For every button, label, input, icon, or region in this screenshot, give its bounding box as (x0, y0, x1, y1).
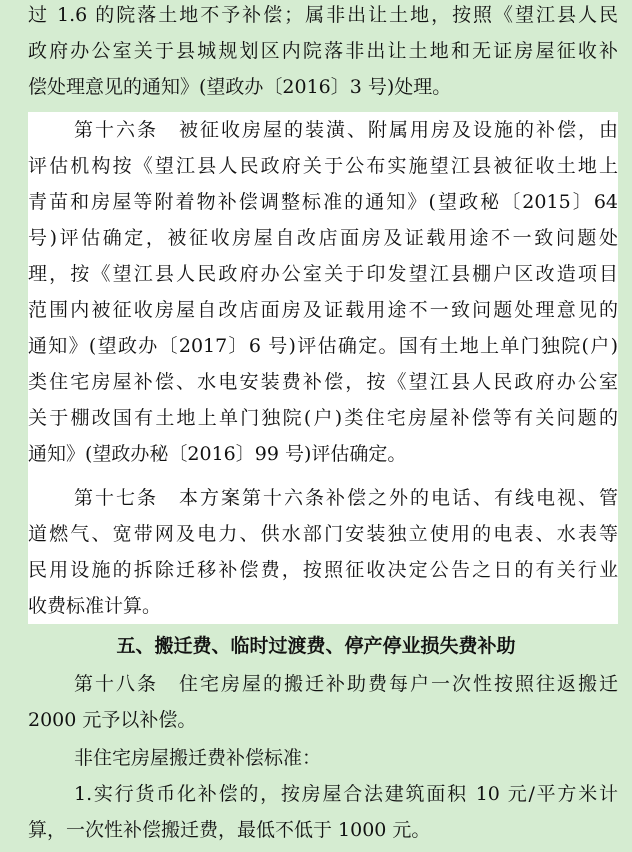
article-18-line: 第十八条 住宅房屋的搬迁补助费每户一次性按照往返搬迁 (74, 673, 618, 695)
article-17-line: 收费标准计算。 (28, 595, 162, 617)
article-16-line: 关于棚改国有土地上单门独院(户)类住宅房屋补偿等有关问题的 (28, 407, 618, 429)
nonresidential-line: 1.实行货币化补偿的，按房屋合法建筑面积 10 元/平方米计 (74, 783, 618, 805)
article-16-line: 通知》(望政办秘〔2016〕99 号)评估确定。 (28, 443, 407, 465)
nonresidential-line: 算，一次性补偿搬迁费，最低不低于 1000 元。 (28, 819, 431, 841)
article-17-line: 第十七条 本方案第十六条补偿之外的电话、有线电视、管 (74, 487, 618, 509)
article-16-line: 青苗和房屋等附着物补偿调整标准的通知》(望政秘〔2015〕64 (28, 191, 618, 213)
article-16-line: 理，按《望江县人民政府办公室关于印发望江县棚户区改造项目 (28, 263, 618, 285)
nonresidential-line: 非住宅房屋搬迁费补偿标准： (74, 747, 322, 769)
article-16-line: 范围内被征收房屋自改店面房及证载用途不一致问题处理意见的 (28, 299, 618, 321)
article-17-block (28, 480, 618, 624)
article-16-line: 通知》(望政办〔2017〕6 号)评估确定。国有土地上单门独院(户) (28, 335, 618, 357)
article-16-line: 类住宅房屋补偿、水电安装费补偿，按《望江县人民政府办公室 (28, 371, 618, 393)
section-heading: 五、搬迁费、临时过渡费、停产停业损失费补助 (116, 635, 516, 657)
text-line: 偿处理意见的通知》(望政办〔2016〕3 号)处理。 (28, 76, 452, 98)
article-16-line: 评估机构按《望江县人民政府关于公布实施望江县被征收土地上 (28, 155, 618, 177)
text-line: 过 1.6 的院落土地不予补偿；属非出让土地，按照《望江县人民 (28, 4, 618, 26)
article-16-block (28, 112, 618, 480)
article-17-line: 民用设施的拆除迁移补偿费，按照征收决定公告之日的有关行业 (28, 559, 618, 581)
article-16-line: 第十六条 被征收房屋的装潢、附属用房及设施的补偿，由 (74, 119, 618, 141)
article-16-line: 号)评估确定，被征收房屋自改店面房及证载用途不一致问题处 (28, 227, 618, 249)
article-17-line: 道燃气、宽带网及电力、供水部门安装独立使用的电表、水表等 (28, 523, 618, 545)
text-line: 政府办公室关于县城规划区内院落非出让土地和无证房屋征收补 (28, 40, 618, 62)
article-18-line: 2000 元予以补偿。 (28, 709, 197, 731)
